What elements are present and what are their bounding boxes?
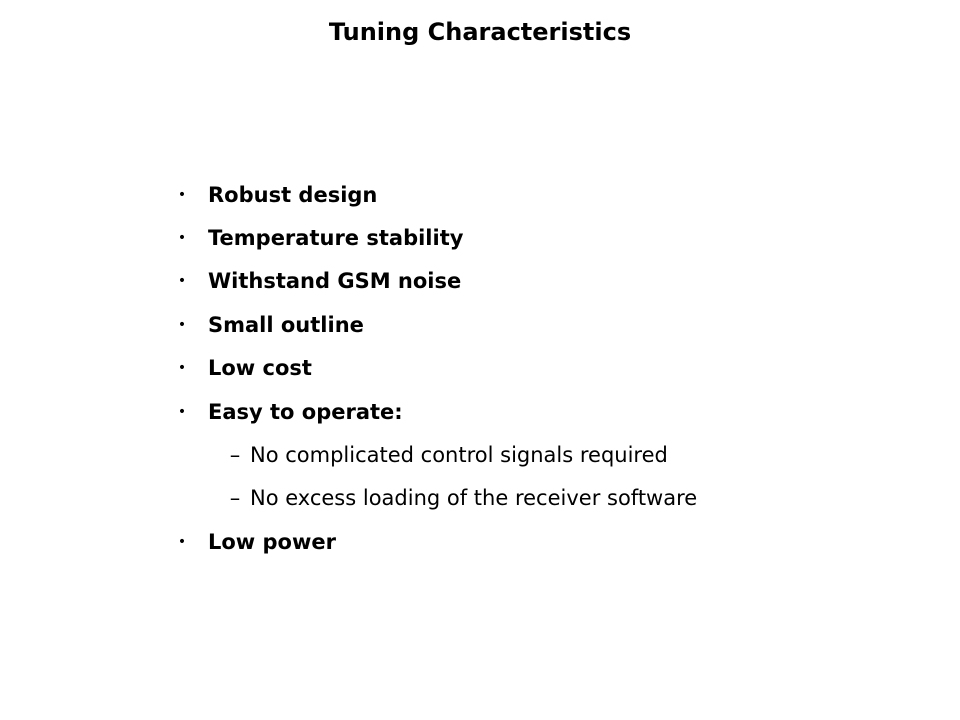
sub-bullet-text: No excess loading of the receiver software	[250, 486, 698, 511]
bullet-dot-icon: •	[177, 533, 187, 550]
bullet-item-robust-design	[175, 173, 935, 216]
bullet-item-small-outline	[175, 303, 935, 346]
bullet-dot-icon: •	[177, 273, 187, 290]
bullet-item-withstand-gsm-noise	[175, 260, 935, 303]
bullet-dot-icon: •	[177, 403, 187, 420]
bullet-text: Low power	[208, 529, 336, 554]
bullet-text: Easy to operate:	[208, 399, 403, 424]
bullet-item-low-power	[175, 520, 935, 563]
bullet-list	[175, 173, 935, 564]
bullet-text: Robust design	[208, 182, 378, 207]
bullet-text: Temperature stability	[208, 226, 464, 251]
bullet-text: Small outline	[208, 312, 364, 337]
sub-bullet-text: No complicated control signals required	[250, 443, 668, 468]
bullet-dot-icon: •	[177, 360, 187, 377]
sub-bullet-item-control-signals	[175, 433, 935, 476]
dash-icon: –	[229, 443, 241, 468]
bullet-dot-icon: •	[177, 316, 187, 333]
bullet-text: Low cost	[208, 356, 312, 381]
bullet-item-low-cost	[175, 347, 935, 390]
bullet-item-temperature-stability	[175, 216, 935, 259]
slide-title: Tuning Characteristics	[328, 18, 632, 46]
dash-icon: –	[229, 486, 241, 511]
bullet-text: Withstand GSM noise	[208, 269, 462, 294]
bullet-dot-icon: •	[177, 186, 187, 203]
bullet-item-easy-to-operate	[175, 390, 935, 433]
bullet-dot-icon: •	[177, 230, 187, 247]
sub-bullet-item-receiver-software	[175, 477, 935, 520]
